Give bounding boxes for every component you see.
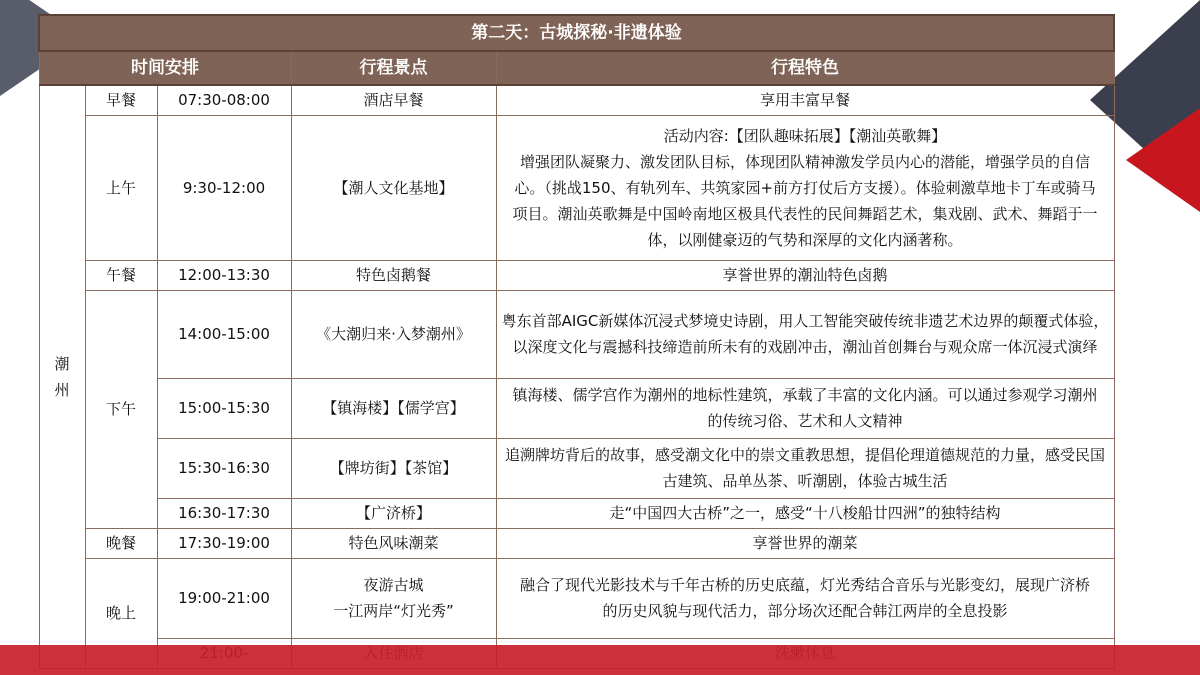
spot-cell [291,558,496,638]
time-cell: 12:00-13:30 [157,260,291,290]
spot-cell: 特色卤鹅餐 [291,260,496,290]
period-cell: 下午 [85,290,157,528]
table-row [39,85,1114,115]
time-cell: 14:00-15:00 [157,290,291,378]
table-row [39,528,1114,558]
city-cell [39,85,85,668]
spot-cell: 【广济桥】 [291,498,496,528]
time-cell: 17:30-19:00 [157,528,291,558]
spot-cell: 酒店早餐 [291,85,496,115]
header-spot: 行程景点 [291,51,496,85]
table-row [39,290,1114,378]
city-char: 州 [54,380,70,399]
spot-cell: 【潮人文化基地】 [291,115,496,260]
spot-line: 一江两岸“灯光秀” [333,602,454,620]
period-cell: 早餐 [85,85,157,115]
time-cell: 16:30-17:30 [157,498,291,528]
time-cell: 9:30-12:00 [157,115,291,260]
feature-cell: 享用丰富早餐 [496,85,1114,115]
title-row [39,15,1114,51]
header-schedule: 时间安排 [39,51,291,85]
feature-cell: 走“中国四大古桥”之一，感受“十八梭船廿四洲”的独特结构 [496,498,1114,528]
table-row [39,378,1114,438]
spot-cell: 特色风味潮菜 [291,528,496,558]
table-row [39,115,1114,260]
feature-cell [496,115,1114,260]
period-cell: 晚餐 [85,528,157,558]
spot-cell: 《大潮归来·入梦潮州》 [291,290,496,378]
period-cell: 晚上 [85,558,157,668]
table-row [39,498,1114,528]
feature-text: 增强团队凝聚力、激发团队目标，体现团队精神激发学员内心的潜能，增强学员的自信心。（挑战150、有轨列车、共筑家园+前方打仗后方支援）。体验刺激草地卡丁车或骑马项目。潮汕英歌舞是中国岭南地区极具代表性的民间舞蹈艺术，集戏剧、武术、舞蹈于一体，以刚健豪迈的气势和深厚的文化内涵著称。 [512,152,1098,249]
header-row [39,51,1114,85]
feature-cell: 追溯牌坊背后的故事，感受潮文化中的崇文重教思想，提倡伦理道德规范的力量，感受民国古建筑、品单丛茶、听潮剧，体验古城生活 [496,438,1114,498]
spot-cell: 【镇海楼】【儒学宫】 [291,378,496,438]
decor-bottom-bar [0,645,1200,675]
time-cell: 19:00-21:00 [157,558,291,638]
header-feature: 行程特色 [496,51,1114,85]
time-cell: 15:30-16:30 [157,438,291,498]
feature-cell: 享誉世界的潮汕特色卤鹅 [496,260,1114,290]
spot-line: 夜游古城 [363,576,424,594]
feature-cell: 镇海楼、儒学宫作为潮州的地标性建筑，承载了丰富的文化内涵。可以通过参观学习潮州的传统习俗、艺术和人文精神 [496,378,1114,438]
feature-activity: 活动内容:【团队趣味拓展】【潮汕英歌舞】 [663,126,947,145]
period-cell: 上午 [85,115,157,260]
spot-cell: 【牌坊街】【茶馆】 [291,438,496,498]
decor-red-triangle-right [1126,108,1200,212]
time-cell: 07:30-08:00 [157,85,291,115]
table-row [39,260,1114,290]
period-cell: 午餐 [85,260,157,290]
feature-cell: 享誉世界的潮菜 [496,528,1114,558]
feature-cell: 融合了现代光影技术与千年古桥的历史底蕴，灯光秀结合音乐与光影变幻，展现广济桥的历史风貌与现代活力，部分场次还配合韩江两岸的全息投影 [496,558,1114,638]
table-row [39,438,1114,498]
city-char: 潮 [54,354,70,373]
table-row [39,558,1114,638]
feature-cell: 粤东首部AIGC新媒体沉浸式梦境史诗剧，用人工智能突破传统非遗艺术边界的颠覆式体验，以深度文化与震撼科技缔造前所未有的戏剧冲击，潮汕首创舞台与观众席一体沉浸式演绎 [496,290,1114,378]
page-title: 第二天：古城探秘·非遗体验 [39,15,1114,51]
time-cell: 15:00-15:30 [157,378,291,438]
itinerary-table [38,14,1115,669]
